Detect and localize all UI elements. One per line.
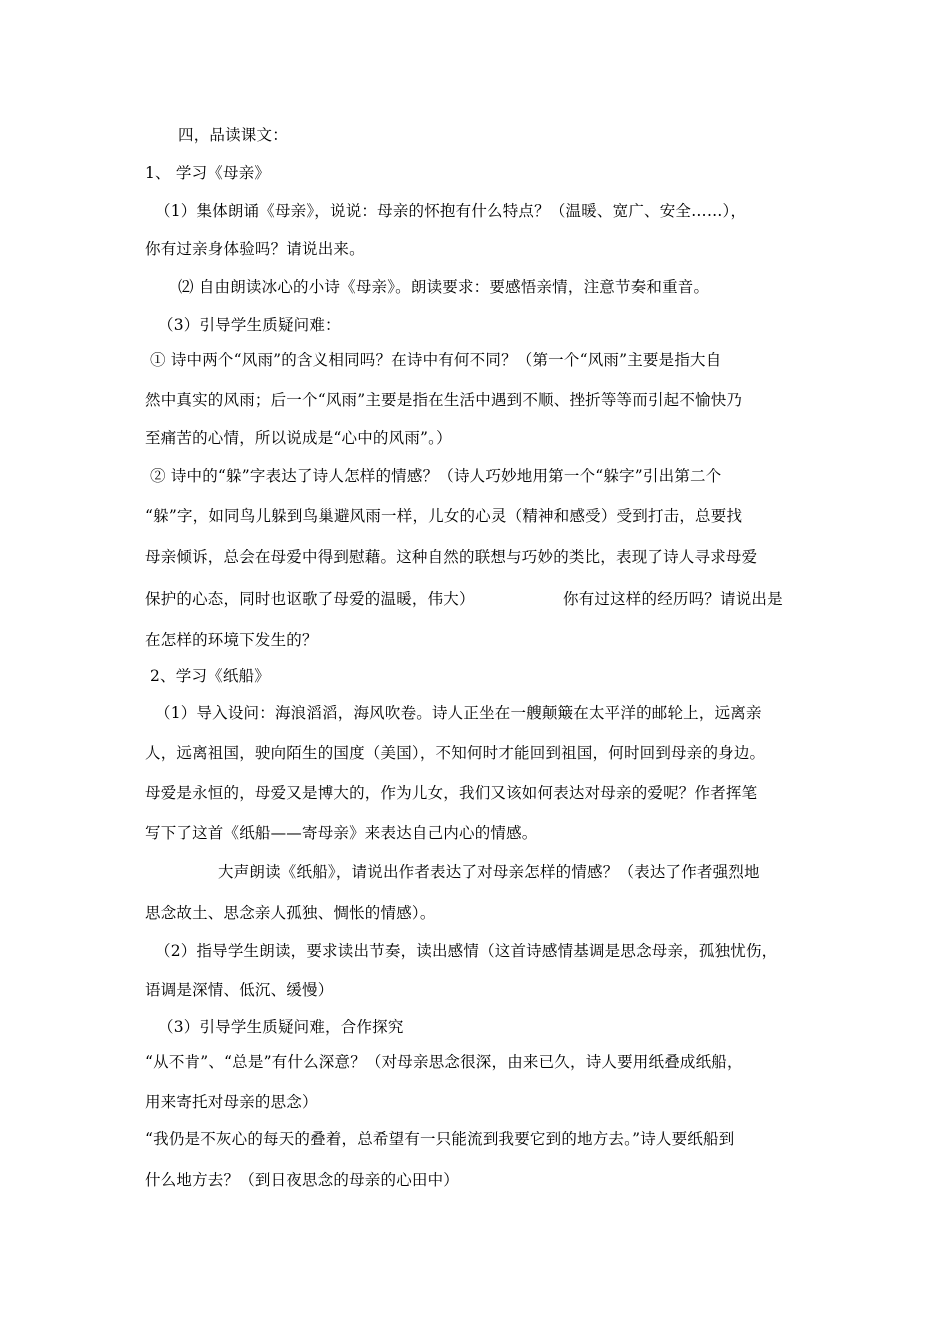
paragraph-line: ⑵ 自由朗读冰心的小诗《母亲》。朗读要求：要感悟亲情，注意节奏和重音。 [178,278,710,296]
subsection-heading-paper-boat: 2、学习《纸船》 [150,667,270,685]
paragraph-line: （3）引导学生质疑问难，合作探究 [158,1018,404,1036]
paragraph-line: 在怎样的环境下发生的？ [145,631,318,649]
paragraph-line: （2）指导学生朗读，要求读出节奏，读出感情（这首诗感情基调是思念母亲，孤独忧伤， [155,942,778,960]
paragraph-line: （3）引导学生质疑问难： [158,316,341,334]
paragraph-line: 至痛苦的心情，所以说成是“心中的风雨”。） [145,429,452,447]
paragraph-line: （1）集体朗诵《母亲》，说说：母亲的怀抱有什么特点？（温暖、宽广、安全……）， [155,202,747,220]
section-heading: 四，品读课文： [178,126,288,144]
paragraph-line: 你有过这样的经历吗？请说出是 [563,590,783,608]
paragraph-line: 然中真实的风雨；后一个“风雨”主要是指在生活中遇到不顺、挫折等等而引起不愉快乃 [145,391,743,409]
paragraph-line: “我仍是不灰心的每天的叠着，总希望有一只能流到我要它到的地方去。”诗人要纸船到 [145,1130,735,1148]
paragraph-line: 你有过亲身体验吗？请说出来。 [145,240,365,258]
paragraph-line: 母爱是永恒的，母爱又是博大的，作为儿女，我们又该如何表达对母亲的爱呢？作者挥笔 [145,784,758,802]
paragraph-line: 思念故土、思念亲人孤独、惆怅的情感）。 [145,904,436,922]
paragraph-line: ① 诗中两个“风雨”的含义相同吗？在诗中有何不同？（第一个“风雨”主要是指大自 [150,351,722,369]
paragraph-line: （1）导入设问：海浪滔滔，海风吹卷。诗人正坐在一艘颠簸在太平洋的邮轮上，远离亲 [155,704,762,722]
paragraph-line: “从不肯”、“总是”有什么深意？（对母亲思念很深，由来已久，诗人要用纸叠成纸船， [145,1053,743,1071]
paragraph-line: 语调是深情、低沉、缓慢） [145,981,334,999]
paragraph-line: 母亲倾诉，总会在母爱中得到慰藉。这种自然的联想与巧妙的类比，表现了诗人寻求母爱 [145,548,758,566]
paragraph-line: 保护的心态，同时也讴歌了母爱的温暖，伟大） [145,590,475,608]
paragraph-line: 什么地方去？（到日夜思念的母亲的心田中） [145,1171,460,1189]
paragraph-line: “躲”字，如同鸟儿躲到鸟巢避风雨一样，儿女的心灵（精神和感受）受到打击，总要找 [145,507,743,525]
subsection-heading-mother: 1、 学习《母亲》 [145,164,271,182]
paragraph-line: ② 诗中的“躲”字表达了诗人怎样的情感？（诗人巧妙地用第一个“躲字”引出第二个 [150,467,722,485]
paragraph-line: 人，远离祖国，驶向陌生的国度（美国），不知何时才能回到祖国，何时回到母亲的身边。 [145,744,766,762]
paragraph-line: 写下了这首《纸船——寄母亲》来表达自己内心的情感。 [145,824,538,842]
paragraph-line: 大声朗读《纸船》，请说出作者表达了对母亲怎样的情感？（表达了作者强烈地 [218,863,760,881]
paragraph-line: 用来寄托对母亲的思念） [145,1093,318,1111]
